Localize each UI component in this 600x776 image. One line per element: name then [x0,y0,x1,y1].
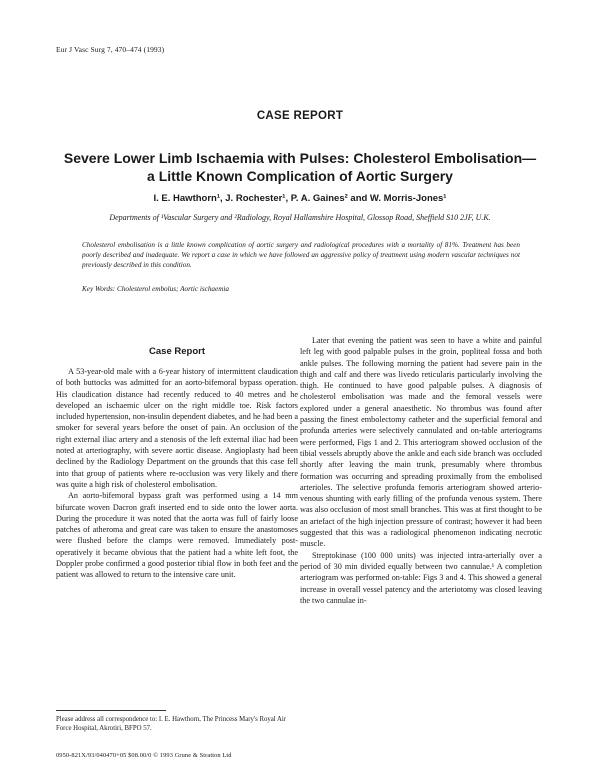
left-column [56,366,298,581]
journal-reference: Eur J Vasc Surg 7, 470–474 (1993) [56,45,165,54]
copyright-imprint: 0950-821X/93/040470+05 $08.00/0 © 1993 Grune & Stratton Ltd [56,752,232,759]
body-paragraph: Later that evening the patient was seen to have a white and painful left leg with good palpable pulses in the groin, popliteal fossa and both ankle pulses. The following morning the patient had severe pain in the thigh and calf and there was livedo reticularis particularly involving the thigh. He continued to have good palpable pulses. A diagnosis of cholesterol embolisation was made and the femoral vessels were explored under a general anaesthetic. No thrombus was found after passing the finest embolectomy catheter and the superficial femoral and profunda arteries were selectively cannulated and on-table arteriograms were performed, Figs 1 and 2. This arteriogram showed occlusion of the tibial vessels abruptly above the ankle and each side branch was occluded shortly after leaving the main trunk, presumably where thrombus formation was occurring and spreading proximally from the embolised arterioles. The selective profunda femoris arteriogram showed arterio-venous shunting with early filling of the profunda venous system. There was also occlusion of most small branches. This was at first thought to be an artefact of the high injection pressure of contrast; however it had been suggested that this was a radiological phenomenon indicating necrotic muscle. [300,336,542,549]
article-title: Severe Lower Limb Ischaemia with Pulses: Cholesterol Embolisation—a Little Known Complication of Aortic Surgery [63,150,537,184]
body-paragraph: An aorto-bifemoral bypass graft was performed using a 14 mm bifurcate woven Dacron graft inserted end to side onto the lower aorta. During the procedure it was noted that the aorta was full of fairly loose patches of atheroma and great care was taken to ensure the anastomoses were flushed before the clamps were removed. Immediately post-operatively it became obvious that the patient had a white left foot, the Doppler probe confirmed a good posterior tibial flow in both feet and the patient was allowed to return to the intensive care unit. [56,491,298,580]
author-affiliation: Departments of ¹Vascular Surgery and ²Radiology, Royal Hallamshire Hospital, Glossop Road, Sheffield S10 2JF, U.K. [109,213,491,222]
correspondence-footnote: Please address all correspondence to: I. E. Hawthorn, The Princess Mary's Royal Air Force Hospital, Akrotiri, BFPO 57. [56,716,287,732]
body-paragraph: Streptokinase (100 000 units) was injected intra-arterially over a period of 30 min divided equally between two cannulae.¹ A completion arteriogram was performed on-table: Figs 3 and 4. This showed a general increase in overall vessel patency and the arteriotomy was closed leaving the two cannulae in- [300,550,542,605]
body-paragraph: A 53-year-old male with a 6-year history of intermittent claudication of both buttocks was admitted for an aorto-bifemoral bypass operation. His claudication distance had recently reduced to 40 metres and he developed an ischaemic ulcer on the right middle toe. Risk factors included hypertension, non-insulin dependent diabetes, and he had been a smoker for several years before the onset of pain. An occlusion of the right external iliac artery and a stenosis of the left external iliac had been noted at arteriography, with severe aortic disease. Angioplasty had been declined by the Radiology Department on the grounds that this case fell into that group of patients where re-occlusion was very likely and there was quite a high risk of cholesterol embolisation. [56,367,298,489]
footnote-divider [56,710,166,711]
section-type-heading: CASE REPORT [256,110,344,122]
right-column [300,335,542,606]
case-report-heading: Case Report [149,346,205,357]
keywords: Key Words: Cholesterol embolus; Aortic ischaemia [82,285,229,293]
author-list: I. E. Hawthorn¹, J. Rochester¹, P. A. Gaines² and W. Morris-Jones¹ [153,193,447,204]
abstract: Cholesterol embolisation is a little known complication of aortic surgery and radiological procedures with a mortality of 81%. Treatment has been poorly described and inadequate. We report a case in which we have followed an aggressive policy of treatment using modern vascular techniques not previously described in this condition. [82,241,520,269]
